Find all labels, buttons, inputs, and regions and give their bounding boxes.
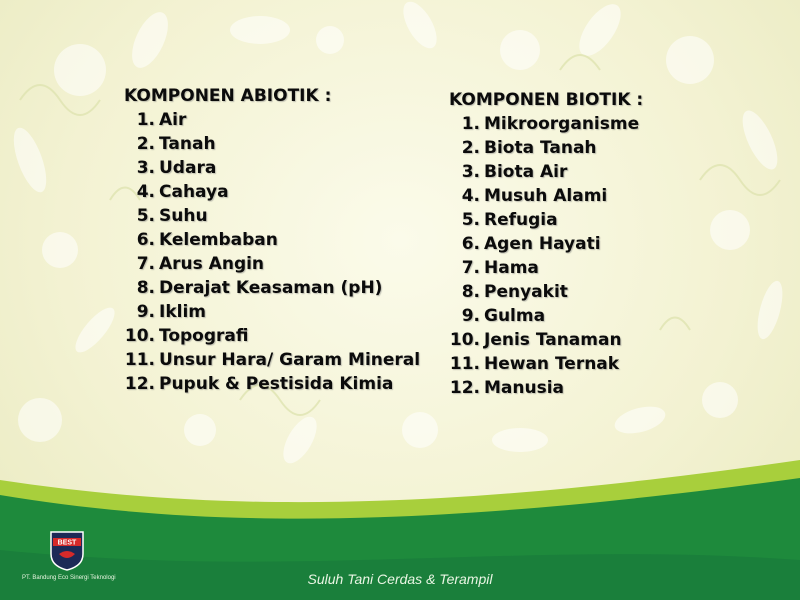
tagline: Suluh Tani Cerdas & Terampil [307,571,493,587]
abiotik-list [124,84,420,396]
biotik-list [449,88,643,400]
list-item: 3. Biota Air [461,162,568,182]
list-item: 2. Tanah [136,134,216,154]
list-item: 11. Unsur Hara/ Garam Mineral [124,350,421,370]
list-item: 12. Pupuk & Pestisida Kimia [124,374,394,394]
list-item: 12. Manusia [449,378,565,398]
list-item: 5. Refugia [461,210,558,230]
list-item: 2. Biota Tanah [461,138,597,158]
best-logo [47,528,87,572]
list-item: 10. Topografi [124,326,249,346]
list-item: 7. Hama [461,258,539,278]
list-item: 9. Gulma [461,306,546,326]
list-item: 4. Cahaya [136,182,229,202]
abiotik-heading: KOMPONEN ABIOTIK : [124,86,332,106]
list-item: 1. Air [136,110,187,130]
list-item: 8. Penyakit [461,282,568,302]
list-item: 11. Hewan Ternak [449,354,620,374]
biotik-heading: KOMPONEN BIOTIK : [449,90,644,110]
list-item: 7. Arus Angin [136,254,265,274]
list-item: 5. Suhu [136,206,208,226]
logo-text: BEST [57,539,77,547]
list-item: 9. Iklim [136,302,206,322]
list-item: 8. Derajat Keasaman (pH) [136,278,383,298]
list-item: 6. Kelembaban [136,230,278,250]
list-item: 1. Mikroorganisme [461,114,640,134]
list-item: 3. Udara [136,158,217,178]
list-item: 10. Jenis Tanaman [449,330,622,350]
company-name: PT. Bandung Eco Sinergi Teknologi [22,575,116,581]
list-item: 4. Musuh Alami [461,186,608,206]
list-item: 6. Agen Hayati [461,234,601,254]
